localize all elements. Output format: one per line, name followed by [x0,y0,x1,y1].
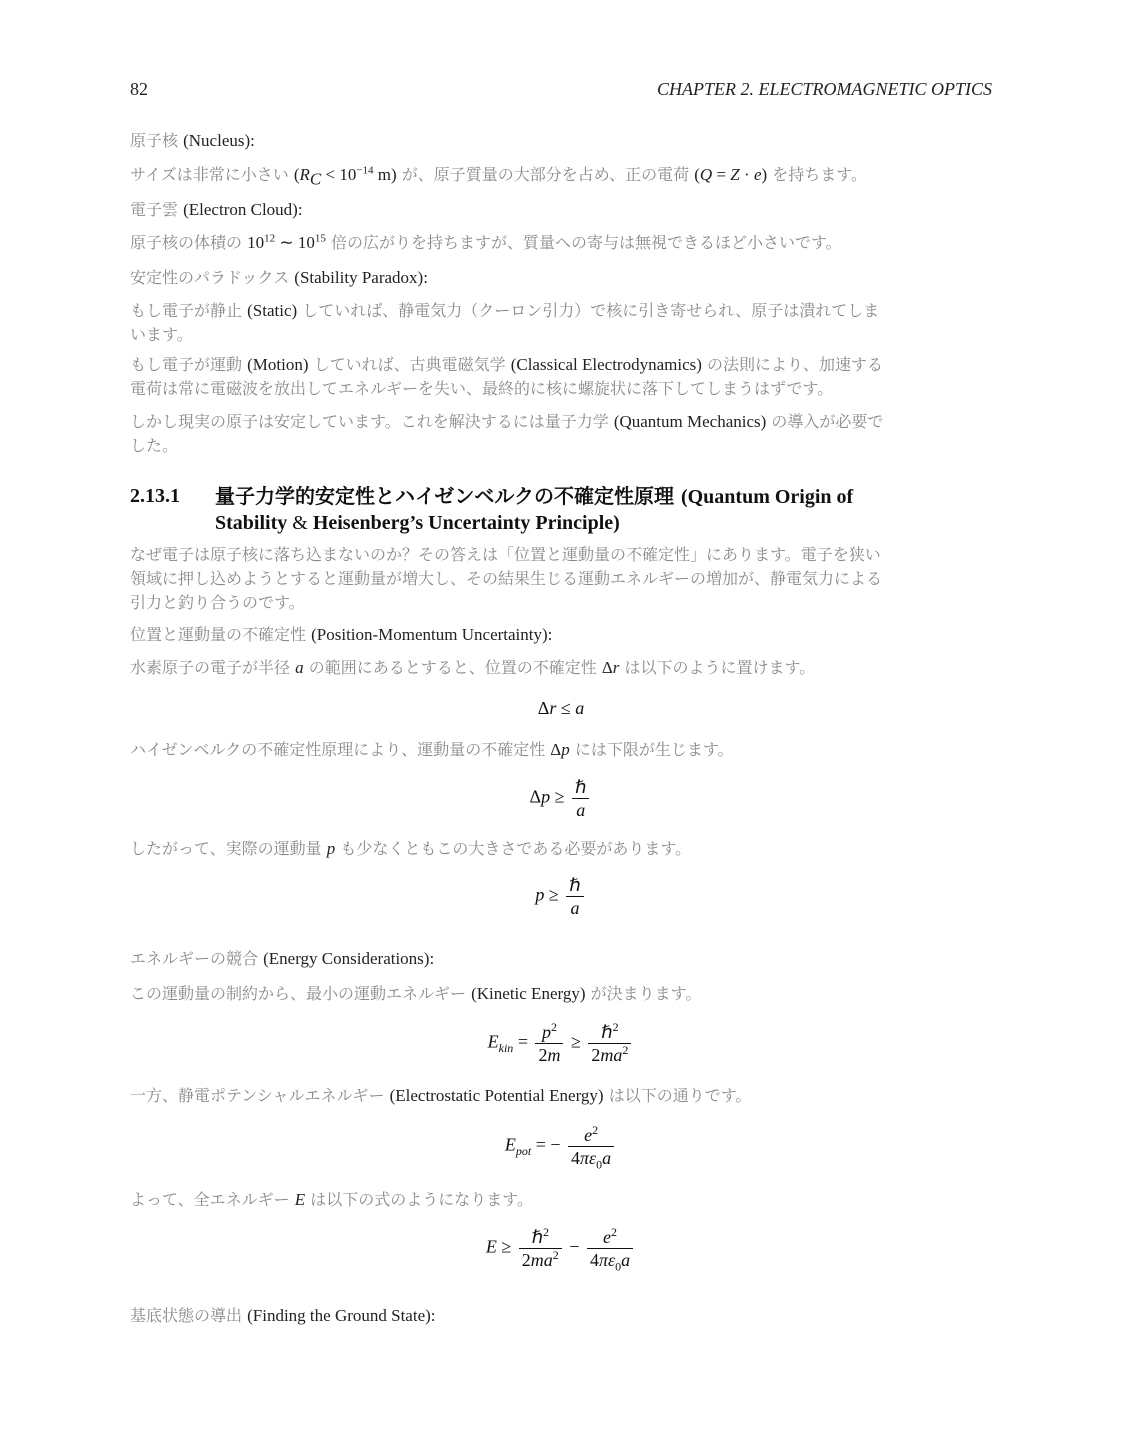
equation-total-energy: E ≥ $\frac{\hbar^2}{2ma^2}$ − $\frac{e^2}{4\pi\varepsilon_0a}$ [130,1226,992,1271]
equation-delta-r: Δr ≤ a [537,698,585,718]
stability-paradox-label: 安定性のパラドックス (Stability Paradox): [130,268,428,287]
energy-text-2: 一方、静電ポテンシャルエネルギー (Electrostatic Potential Energy) は以下の通りです。 [130,1086,752,1105]
uncertainty-text-2: ハイゼンベルクの不確定性原理により、運動量の不確定性 Δp には下限が生じます。 [130,740,734,759]
nucleus-text: サイズは非常に小さい ($R_C < 10^{-14}$ m) が、原子質量の大部分を占め、正の電荷 (Q = Z · e) を持ちます。 [130,164,867,189]
chapter-title: CHAPTER 2. ELECTROMAGNETIC OPTICS [656,79,992,99]
quantum-paragraph: しかし現実の原子は安定しています。これを解決するには量子力学 (Quantum Mechanics) の導入が必要で した。 [130,412,884,455]
equation-delta-p: Δp ≥ $\frac{\text{ℏ}}{a}$ [130,776,992,821]
electron-cloud-label: 電子雲 (Electron Cloud): [130,200,303,219]
ground-state-label: 基底状態の導出 (Finding the Ground State): [130,1306,436,1325]
running-header [130,79,992,103]
equation-p: p ≥ $\frac{\text{ℏ}}{a}$ [130,874,992,919]
equation-potential-energy: $E_{pot}$ = − $\frac{e^2}{4\pi\varepsilon_0a}$ [130,1124,992,1169]
static-paragraph: もし電子が静止 (Static) していれば、静電気力（クーロン引力）で核に引き寄せられ、原子は潰れてしま います。 [130,301,880,344]
electron-cloud-text: 原子核の体積の $10^{12}$ ∼ $10^{15}$ 倍の広がりを持ちますが、質量への寄与は無視できるほど小さいです。 [130,232,842,252]
energy-text-1: この運動量の制約から、最小の運動エネルギー (Kinetic Energy) が決まります。 [130,984,702,1003]
uncertainty-text-3: したがって、実際の運動量 p も少なくともこの大きさである必要があります。 [130,839,692,858]
intro-paragraph: なぜ電子は原子核に落ち込まないのか？その答えは「位置と運動量の不確定性」にあります。電子を狭い 領域に押し込めようとすると運動量が増大し、その結果生じる運動エネルギーの増加が、静電気力による 引力と釣り合うのです。 [130,545,883,612]
uncertainty-label: 位置と運動量の不確定性 (Position-Momentum Uncertainty): [130,625,553,644]
energy-text-3: よって、全エネルギー E は以下の式のようになります。 [130,1190,533,1209]
section-number: 2.13.1 [130,485,180,507]
energy-label: エネルギーの競合 (Energy Considerations): [130,949,435,968]
page-number: 82 [130,79,148,99]
equation-kinetic-energy: $E_{kin}$ = $\frac{p^2}{2m}$ ≥ $\frac{\hbar^2}{2ma^2}$ [130,1021,992,1066]
page: 82 CHAPTER 2. ELECTROMAGNETIC OPTICS 原子核 (Nucleus): サイズは非常に小さい ($R_C < 10^{-14}$ m) が、原子質量の大部分を占め、正の電荷 (Q = Z · e) を持ちます。 電子雲 (Electron Cloud): 原子核の体積の $10^{12}$ ∼ $10^{15}$ 倍の広がりを持ちますが、質量への寄与は無視できるほど小さいです。 安定性のパラドックス (Stability Paradox): もし電子が静止 (Static) していれば、静電気力（クーロン引力）で核に引き寄せられ、原子は潰れてしま います。 もし電子が運動 (Motion) していれば、古典電磁気学 (Classical Electrodynamics) の法則により、加速する 電荷は常に電磁波を放出してエネルギーを失い、最終的に核に螺旋状に落下してしまうはずです。 しかし現実の原子は安定しています。これを解決するには量子力学 (Quantum Mechanics) の導入が必要で した。 2.13.1 量子力学的安定性とハイゼンベルクの不確定性原理 (Quantum Origin of Stability & Heisenberg’s Uncertainty Principle) なぜ電子は原子核に落ち込まないのか？その答えは「位置と運動量の不確定性」にあります。電子を狭い 領域に押し込めようとすると運動量が増大し、その結果生じる運動エネルギーの増加が、静電気力による 引力と釣り合うのです。 位置と運動量の不確定性 (Position-Momentum Uncertainty): 水素原子の電子が半径 a の範囲にあるとすると、位置の不確定性 Δr は以下のように置けます。 Δr ≤ a ハイゼンベルクの不確定性原理により、運動量の不確定性 Δp には下限が生じます。 Δp ≥ $\frac{\text{ℏ}}{a}$ したがって、実際の運動量 p も少なくともこの大きさである必要があります。 p ≥ $\frac{\text{ℏ}}{a}$ エネルギーの競合 (Energy Considerations): この運動量の制約から、最小の運動エネルギー (Kinetic Energy) が決まります。 $E_{kin}$ = $\frac{p^2}{2m}$ ≥ $\frac{\hbar^2}{2ma^2}$ 一方、静電ポテンシャルエネルギー (Electrostatic Potential Energy) は以下の通りです。 $E_{pot}$ = − $\frac{e^2}{4\pi\varepsilon_0a}$ よって、全エネルギー E は以下の式のようになります。 E ≥ $\frac{\hbar^2}{2ma^2}$ − $\frac{e^2}{4\pi\varepsilon_0a}$ 基底状態の導出 (Finding the Ground State): [130,0,992,1452]
uncertainty-text-1: 水素原子の電子が半径 a の範囲にあるとすると、位置の不確定性 Δr は以下のように置けます。 [130,658,816,677]
motion-paragraph: もし電子が運動 (Motion) していれば、古典電磁気学 (Classical Electrodynamics) の法則により、加速する 電荷は常に電磁波を放出してエネルギーを失い、最終的に核に螺旋状に落下してしまうはずです。 [130,355,883,398]
nucleus-label: 原子核 (Nucleus): [130,131,255,150]
